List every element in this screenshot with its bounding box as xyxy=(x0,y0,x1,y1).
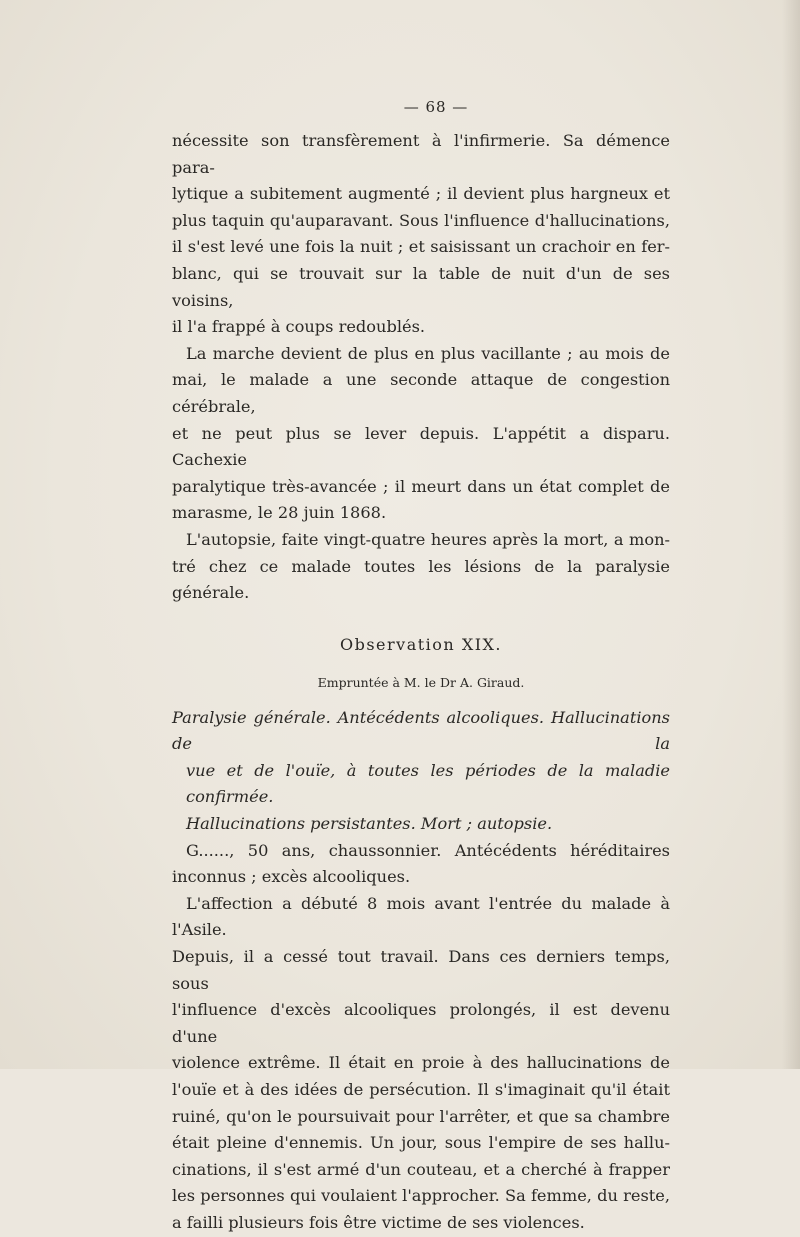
text-line: il s'est levé une fois la nuit ; et saisissant un crachoir en fer- xyxy=(172,237,670,257)
text-line: violence extrême. Il était en proie à des hallucinations de xyxy=(172,1053,670,1073)
text-line: plus taquin qu'auparavant. Sous l'influence d'hallucinations, xyxy=(172,210,670,230)
text-line: cinations, il s'est armé d'un couteau, et a cherché à frapper xyxy=(172,1159,670,1179)
text-line: Depuis, il a cessé tout travail. Dans ces derniers temps, sous xyxy=(172,947,670,993)
text-line: La marche devient de plus en plus vacillante ; au mois de xyxy=(186,343,670,363)
text-line: tré chez ce malade toutes les lésions de la paralysie générale. xyxy=(172,556,670,603)
text-line: et ne peut plus se lever depuis. L'appétit a disparu. Cachexie xyxy=(172,423,670,470)
page-edge-shadow xyxy=(782,0,800,1069)
page-number: — 68 — xyxy=(403,98,469,116)
summary-line: Paralysie générale. Antécédents alcooliques. Hallucinations de la xyxy=(172,707,670,754)
text-line: les personnes qui voulaient l'approcher. Sa femme, du reste, xyxy=(172,1186,670,1206)
text-line: l'influence d'excès alcooliques prolongés, il est devenu d'une xyxy=(172,1000,670,1046)
observation-credit: Empruntée à M. le Dr A. Giraud. xyxy=(317,674,525,690)
text-line: ruiné, qu'on le poursuivait pour l'arrêter, et que sa chambre xyxy=(172,1106,670,1126)
text-line: nécessite son transfèrement à l'infirmerie. Sa démence para- xyxy=(172,131,670,177)
text-block xyxy=(172,96,670,1237)
summary-line: Hallucinations persistantes. Mort ; autopsie. xyxy=(186,814,553,834)
text-line: paralytique très-avancée ; il meurt dans un état complet de xyxy=(172,476,670,496)
text-line: a failli plusieurs fois être victime de ses violences. xyxy=(172,1212,585,1232)
text-line: L'autopsie, faite vingt-quatre heures après la mort, a mon- xyxy=(186,529,670,549)
paragraph-marche xyxy=(172,341,670,527)
paragraph-autopsie xyxy=(172,527,670,607)
text-line: marasme, le 28 juin 1868. xyxy=(172,503,387,523)
case-paragraph-intro xyxy=(172,838,670,891)
text-line: l'ouïe et à des idées de persécution. Il s'imaginait qu'il était xyxy=(172,1080,670,1099)
text-line: il l'a frappé à coups redoublés. xyxy=(172,317,426,337)
observation-title: Observation XIX. xyxy=(339,634,503,654)
text-line: lytique a subitement augmenté ; il devient plus hargneux et xyxy=(172,184,670,204)
text-line: mai, le malade a une seconde attaque de congestion cérébrale, xyxy=(172,370,670,416)
text-line: L'affection a débuté 8 mois avant l'entrée du malade à l'Asile. xyxy=(172,893,670,940)
text-line: G......, 50 ans, chaussonnier. Antécédents héréditaires xyxy=(186,840,670,860)
observation-summary xyxy=(172,705,670,838)
summary-line: vue et de l'ouïe, à toutes les périodes de la maladie confirmée. xyxy=(186,760,670,807)
continuation-paragraph xyxy=(172,128,670,341)
text-line: était pleine d'ennemis. Un jour, sous l'empire de ses hallu- xyxy=(172,1133,670,1153)
text-line: blanc, qui se trouvait sur la table de nuit d'un de ses voisins, xyxy=(172,263,670,310)
case-paragraph-history xyxy=(172,891,670,1237)
text-line: inconnus ; excès alcooliques. xyxy=(172,867,411,887)
